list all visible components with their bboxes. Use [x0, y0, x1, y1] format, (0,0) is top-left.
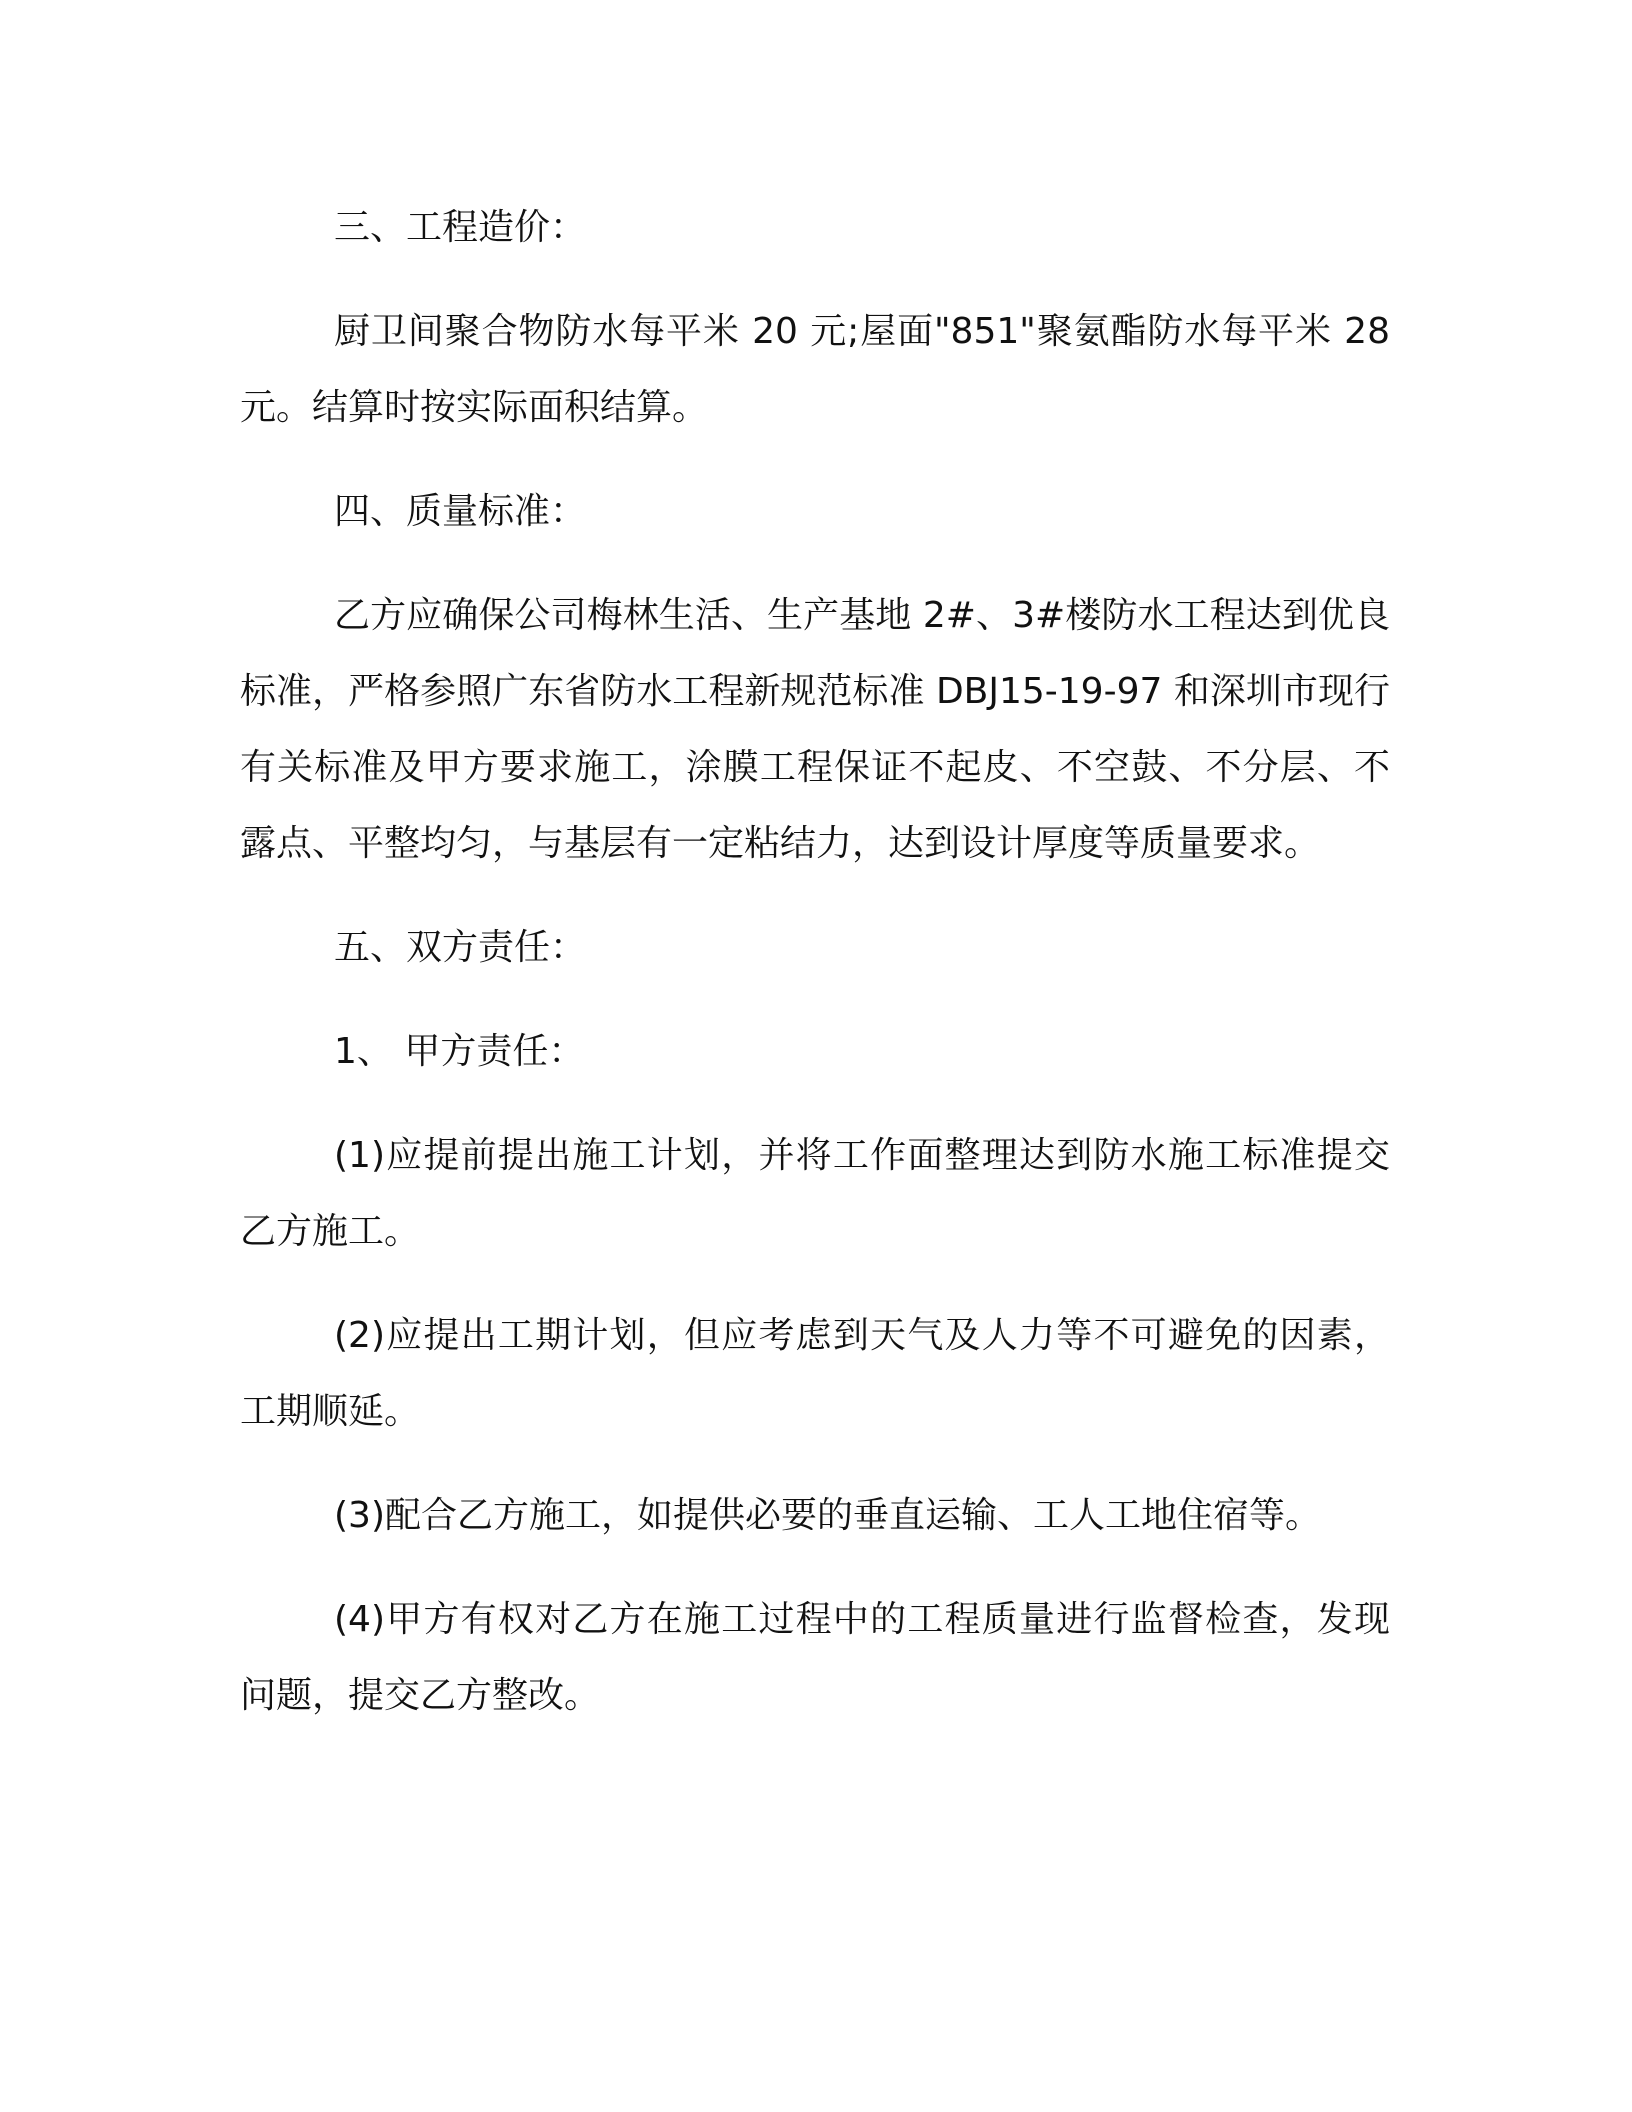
list-item-2: (2)应提出工期计划，但应考虑到天气及人力等不可避免的因素，工期顺延。 [240, 1315, 1390, 1432]
section-heading-quality: 四、质量标准： [334, 491, 587, 532]
document-page [240, 190, 1390, 1762]
subsection-heading-party-a: 1、 甲方责任： [334, 1031, 585, 1072]
list-item-3: (3)配合乙方施工，如提供必要的垂直运输、工人工地住宿等。 [334, 1495, 1321, 1536]
list-item-4: (4)甲方有权对乙方在施工过程中的工程质量进行监督检查，发现问题，提交乙方整改。 [240, 1599, 1390, 1716]
paragraph-cost-detail: 厨卫间聚合物防水每平米 20 元;屋面"851"聚氨酯防水每平米 28 元。结算时按实际面积结算。 [240, 311, 1390, 428]
section-heading-responsibilities: 五、双方责任： [334, 927, 587, 968]
section-heading-cost: 三、工程造价： [334, 207, 587, 248]
paragraph-quality-detail: 乙方应确保公司梅林生活、生产基地 2#、3#楼防水工程达到优良标准，严格参照广东省防水工程新规范标准 DBJ15-19-97 和深圳市现行有关标准及甲方要求施工，涂膜工程保证不起皮、不空鼓、不分层、不露点、平整均匀，与基层有一定粘结力，达到设计厚度等质量要求。 [240, 595, 1390, 864]
list-item-1: (1)应提前提出施工计划，并将工作面整理达到防水施工标准提交乙方施工。 [240, 1135, 1390, 1252]
